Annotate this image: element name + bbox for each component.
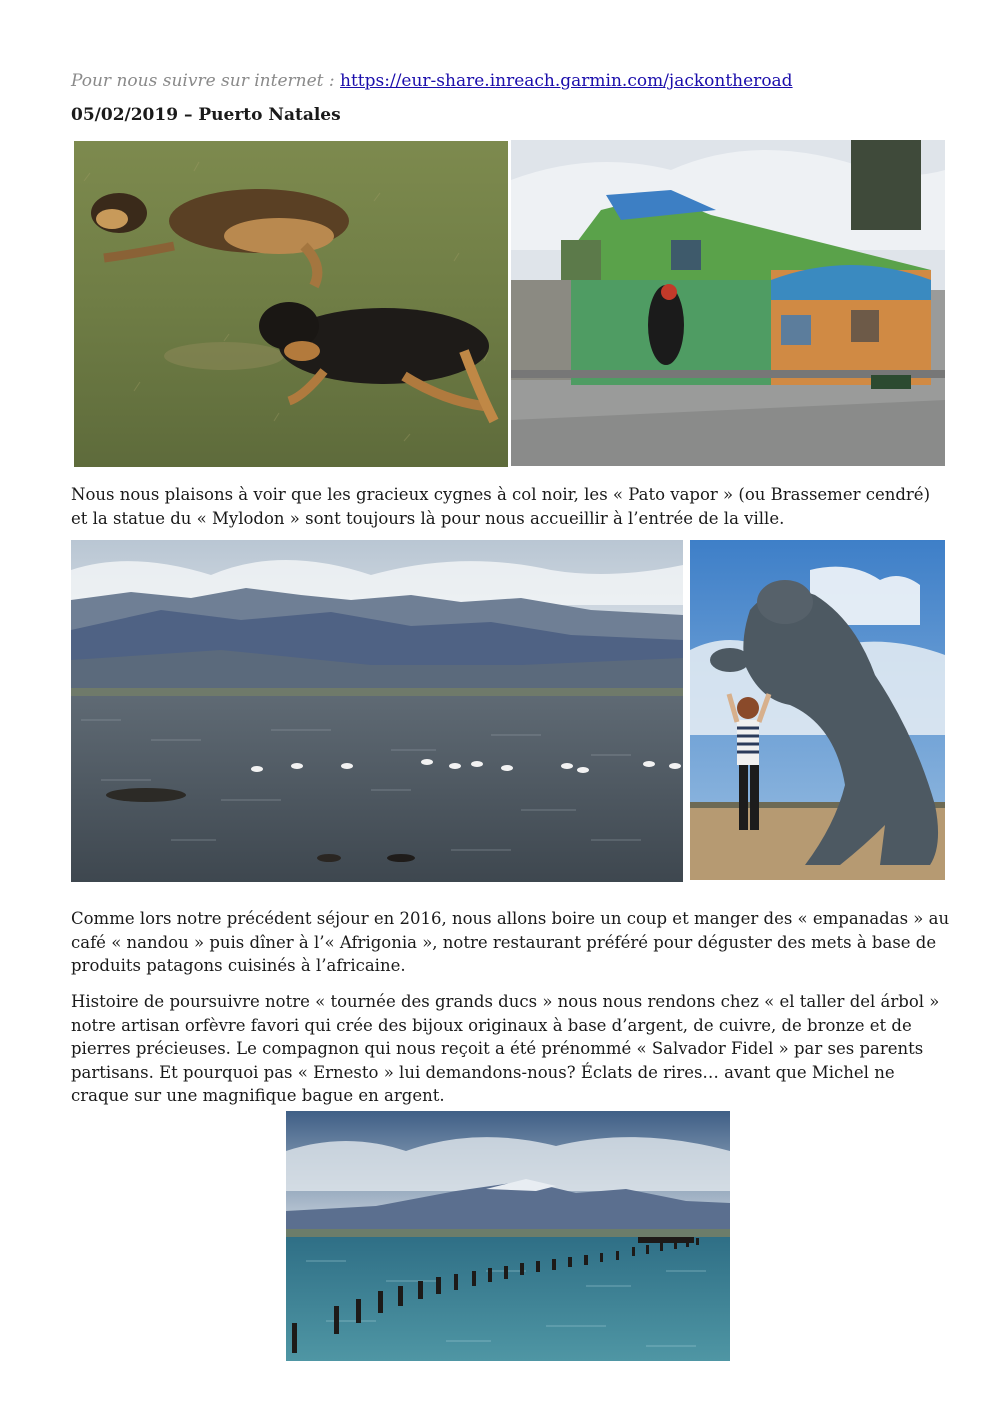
paragraph-taller-del-arbol: Histoire de poursuivre notre « tournée des grands ducs » nous nous rendons chez « el taller del árbol » notre artisan orfèvre favori qui crée des bijoux originaux à base d’argent, de cuivre, de bronze et de pierres précieuses. Le compagnon qui nous reçoit a été prénommé « Salvador Fidel » par ses parents partisans. Et pourquoi pas « Ernesto » lui demandons-nous? Éclats de rires… avant que Michel ne craque sur une magnifique bague en argent.: [71, 992, 940, 1105]
paragraph-swans-mylodon: Nous nous plaisons à voir que les gracieux cygnes à col noir, les « Pato vapor » (ou Brassemer cendré) et la statue du « Mylodon » sont toujours là pour nous accueillir à l’entrée de la ville.: [71, 485, 931, 528]
mylodon-statue-photo: [690, 540, 945, 880]
painted-house-photo: [511, 140, 945, 466]
follow-label: Pour nous suivre sur internet :: [71, 71, 341, 91]
paragraph-empanadas: Comme lors notre précédent séjour en 2016, nous allons boire un coup et manger des « empanadas » au café « nandou » puis dîner à l’« Afrigonia », notre restaurant préféré pour déguster des mets à base de produits patagons cuisinés à l’africaine.: [71, 909, 950, 975]
follow-line: [71, 70, 793, 92]
follow-link[interactable]: https://eur-share.inreach.garmin.com/jackontheroad: [340, 71, 793, 91]
lake-swans-photo: [71, 540, 683, 882]
dogs-photo: [74, 141, 508, 467]
entry-title: 05/02/2019 – Puerto Natales: [71, 105, 341, 125]
old-pier-photo: [286, 1111, 730, 1361]
